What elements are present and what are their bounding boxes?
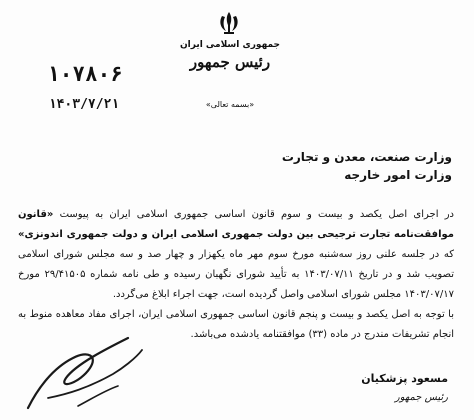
paragraph-1-rest: که در جلسه علنی روز سه‌شنبه مورخ سوم مهر ماه یکهزار و چهار صد و سه مجلس شورای اسلامی تصویب شد و در تاریخ ۱۴۰۳/۰۷/۱۱ به تأیید شورای نگهبان رسیده و طی نامه شماره ۲۹/۴۱۵۰۵ مورخ ۱۴۰۳/۰۷/۱۷ مجلس شورای اسلامی واصل گردیده است، جهت اجراء ابلاغ می‌گردد. — [18, 249, 454, 300]
republic-title: جمهوری اسلامی ایران — [179, 40, 281, 50]
reference-number: ۱۰۷۸۰۶ — [47, 62, 123, 86]
signatory-name: مسعود پزشکیان — [361, 372, 448, 385]
recipient-foreign-ministry: وزارت امور خارجه — [344, 168, 452, 182]
paragraph-1 — [18, 205, 454, 305]
paragraph-2: با توجه به اصل یکصد و بیست و پنجم قانون اساسی جمهوری اسلامی ایران، اجرای مفاد معاهده منوط به انجام تشریفات مندرج در ماده (۳۳) موافقتنامه یادشده می‌باشد. — [18, 309, 454, 340]
law-title: «قانون موافقت‌نامه تجارت ترجیحی بین دولت جمهوری اسلامی ایران و دولت جمهوری اندونزی» — [18, 209, 454, 240]
recipient-industry-ministry: وزارت صنعت، معدن و تجارت — [281, 150, 452, 164]
handwritten-signature — [18, 328, 148, 416]
bismillah: «بسمه تعالی» — [205, 100, 255, 109]
paragraph-1-intro: در اجرای اصل یکصد و بیست و سوم قانون اساسی جمهوری اسلامی ایران به پیوست — [53, 209, 454, 220]
iran-emblem-icon — [218, 10, 240, 36]
signatory-title: رئیس جمهور — [394, 392, 448, 403]
office-title: رئیس جمهور — [189, 53, 271, 71]
reference-date: ۱۴۰۳/۷/۲۱ — [48, 97, 120, 112]
letter-body — [18, 205, 454, 345]
